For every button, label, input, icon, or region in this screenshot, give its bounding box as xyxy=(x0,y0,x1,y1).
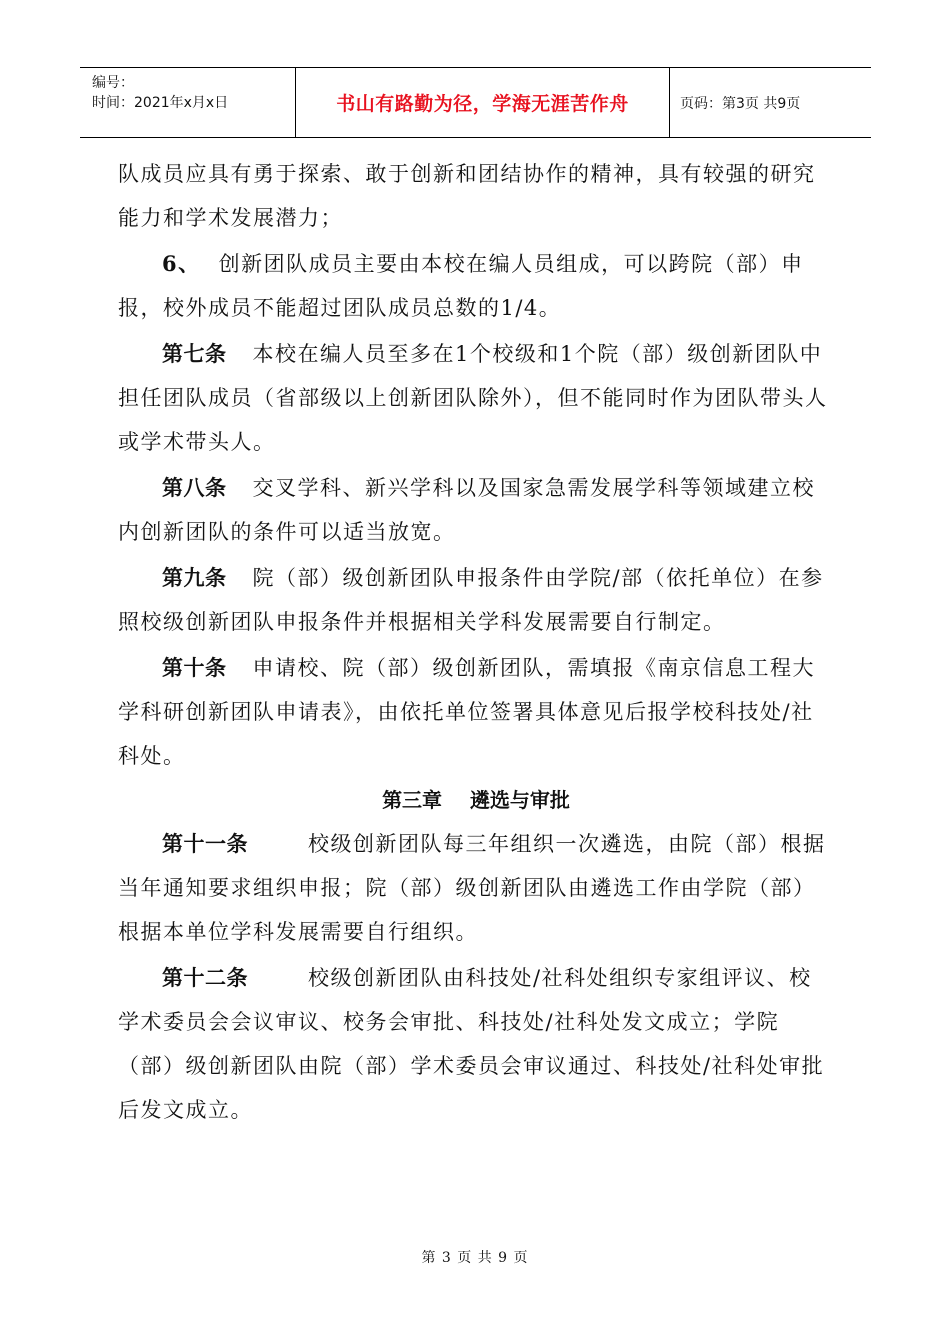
page-header xyxy=(80,67,871,138)
time-label: 时间：2021年x月x日 xyxy=(92,95,229,111)
chapter-heading: 第三章 遴选与审批 xyxy=(382,788,570,812)
article-text: 校级创新团队由科技处/社科处组织专家组评议、校学术委员会会议审议、校务会审批、科技处/社科处发文成立；学院（部）级创新团队由院（部）学术委员会审议通过、科技处/社科处审批后发文成立。 xyxy=(118,966,825,1122)
clause-number: 6、 xyxy=(162,251,201,276)
article-heading: 第九条 xyxy=(162,566,227,590)
article-text: 院（部）级创新团队申报条件由学院/部（依托单位）在参照校级创新团队申报条件并根据相关学科发展需要自行制定。 xyxy=(118,566,824,634)
article-text: 申请校、院（部）级创新团队，需填报《南京信息工程大学科研创新团队申请表》，由依托单位签署具体意见后报学校科技处/社科处。 xyxy=(118,656,815,768)
article-12 xyxy=(118,956,834,1132)
article-7 xyxy=(118,332,834,464)
article-9 xyxy=(118,556,834,644)
article-heading: 第八条 xyxy=(162,476,227,500)
article-heading: 第十条 xyxy=(162,656,227,680)
clause-6 xyxy=(118,242,834,330)
article-text: 本校在编人员至多在1个校级和1个院（部）级创新团队中担任团队成员（省部级以上创新团队除外），但不能同时作为团队带头人或学术带头人。 xyxy=(118,342,828,454)
article-heading: 第七条 xyxy=(162,342,227,366)
document-body xyxy=(118,152,834,1132)
paragraph-continued: 队成员应具有勇于探索、敢于创新和团结协作的精神，具有较强的研究能力和学术发展潜力； xyxy=(118,162,816,230)
article-text: 交叉学科、新兴学科以及国家急需发展学科等领域建立校内创新团队的条件可以适当放宽。 xyxy=(118,476,815,544)
header-page-info: 页码：第3页 共9页 xyxy=(680,95,801,112)
article-text: 校级创新团队每三年组织一次遴选，由院（部）根据当年通知要求组织申报；院（部）级创新团队由遴选工作由学院（部）根据本单位学科发展需要自行组织。 xyxy=(118,832,826,944)
header-meta xyxy=(80,68,295,137)
header-motto: 书山有路勤为径，学海无涯苦作舟 xyxy=(295,68,670,137)
article-8 xyxy=(118,466,834,554)
clause-text: 创新团队成员主要由本校在编人员组成，可以跨院（部）申报，校外成员不能超过团队成员总数的1/4。 xyxy=(118,252,804,320)
article-heading: 第十二条 xyxy=(162,966,248,990)
page-footer: 第 3 页 共 9 页 xyxy=(421,1250,529,1266)
article-11 xyxy=(118,822,834,954)
number-label: 编号： xyxy=(92,75,134,91)
article-heading: 第十一条 xyxy=(162,832,248,856)
article-10 xyxy=(118,646,834,778)
